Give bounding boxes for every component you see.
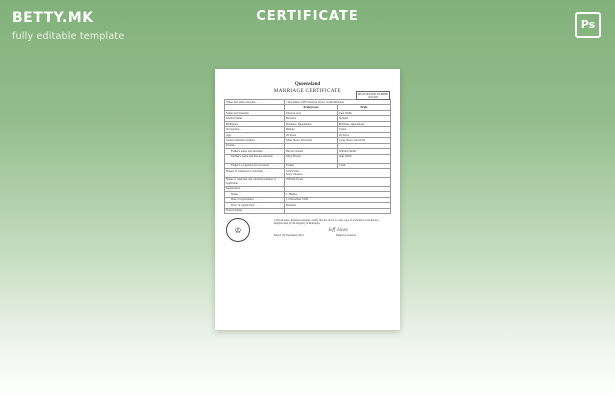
form-row-value: Typist bbox=[338, 127, 391, 132]
form-row-value: Builder bbox=[285, 127, 338, 132]
form-row-label: Occupation . . . bbox=[225, 127, 285, 132]
form-row-label: Date of registration . . . bbox=[225, 197, 285, 202]
form-row-value: Bridegroom bbox=[285, 105, 338, 110]
form-row-value: Bachelor bbox=[285, 116, 338, 121]
form-row-value: Brisbane bbox=[285, 203, 391, 208]
form-row-value: 20 Years bbox=[338, 132, 391, 137]
certificate-state: Queensland bbox=[294, 82, 321, 87]
form-row-value: Main Street, West End bbox=[285, 138, 338, 143]
page-title: CERTIFICATE bbox=[256, 9, 359, 24]
form-row-label: Father's occupation (if recorded) . . . bbox=[225, 163, 285, 168]
form-row-value: Farmer bbox=[285, 163, 338, 168]
form-row-value bbox=[285, 208, 391, 213]
certificate-footer bbox=[224, 218, 391, 246]
certification-text: I, David Jones, Registrar-General, certify that the above is a true copy of particulars recorded in a Register kept by the Registry of Marriages bbox=[274, 219, 379, 226]
form-row-value: William Evans bbox=[285, 177, 391, 186]
form-row-value: 26 Years bbox=[285, 132, 338, 137]
form-row-label: Age . . . bbox=[225, 132, 285, 137]
form-row bbox=[225, 208, 391, 213]
form-row-value: Clerk bbox=[338, 163, 391, 168]
form-row-label: Registration . . . bbox=[225, 186, 285, 191]
photoshop-icon: Ps bbox=[575, 12, 601, 38]
form-row-label: Notes/Change . . . bbox=[225, 208, 285, 213]
form-row-value: Sarah Wise Terry Johnson bbox=[285, 169, 391, 178]
form-row-value: Mary Brown bbox=[285, 154, 338, 163]
form-row-value: Bride bbox=[338, 105, 391, 110]
form-row-value: Brisbane, Queensland bbox=[338, 121, 391, 126]
dated-text: Dated: 29 September 2012 bbox=[274, 234, 304, 238]
form-row-label: Name . . . bbox=[225, 192, 285, 197]
certificate-body bbox=[224, 77, 391, 246]
form-row-label: When and where married . . . bbox=[225, 100, 285, 105]
form-row-label: Birthplace . . . bbox=[225, 121, 285, 126]
tagline: fully editable template bbox=[12, 31, 125, 42]
form-row-label: Name and Surname . . . bbox=[225, 110, 285, 115]
crest-seal-icon: ♔ bbox=[226, 218, 250, 242]
form-row-value: 7 December 1958 Valencia Street, South Brisbane bbox=[285, 100, 391, 105]
form-row bbox=[225, 177, 391, 186]
form-row-label: Usual residential address . . . bbox=[225, 138, 285, 143]
form-row-value: William Smith bbox=[338, 149, 391, 154]
certificate-title: MARRIAGE CERTIFICATE bbox=[273, 88, 342, 94]
form-row-label: Names of witnesses to marriage . . . bbox=[225, 169, 285, 178]
form-row-value: Barton Chester bbox=[285, 149, 338, 154]
form-row-value: Edwin Lucas bbox=[285, 110, 338, 115]
form-row-value: Brisbane, Queensland bbox=[285, 121, 338, 126]
form-row bbox=[225, 154, 391, 163]
brand-logo: BETTY.MK bbox=[12, 10, 94, 26]
form-row-value: J. Hughes bbox=[285, 192, 391, 197]
form-row-label: Father's name and surname . . . bbox=[225, 149, 285, 154]
form-row-value: Ann Smith bbox=[338, 154, 391, 163]
registration-number-box: REGISTRATION NUMBER 2012/000 bbox=[357, 92, 389, 99]
form-row-label: Place of registration . . . bbox=[225, 203, 285, 208]
registrar-title: Registrar-General bbox=[336, 234, 356, 238]
form-row-label: Name of celebrant and celebrant number, if applicable . . . bbox=[225, 177, 285, 186]
form-row-label: Marital Status . . . bbox=[225, 116, 285, 121]
form-row-label: Mother's name and maiden surname . . . bbox=[225, 154, 285, 163]
form-row-value: Spinster bbox=[338, 116, 391, 121]
form-row-value: 11 December 1958 bbox=[285, 197, 391, 202]
signature: Jeff Jones bbox=[328, 228, 348, 234]
form-row-value: Long Street, West End bbox=[338, 138, 391, 143]
form-row-value: Jane Smith bbox=[338, 110, 391, 115]
form-row-label: Parents . . . bbox=[225, 143, 285, 148]
certificate-form-table bbox=[224, 99, 391, 214]
form-row bbox=[225, 169, 391, 178]
certificate-preview bbox=[215, 69, 400, 330]
